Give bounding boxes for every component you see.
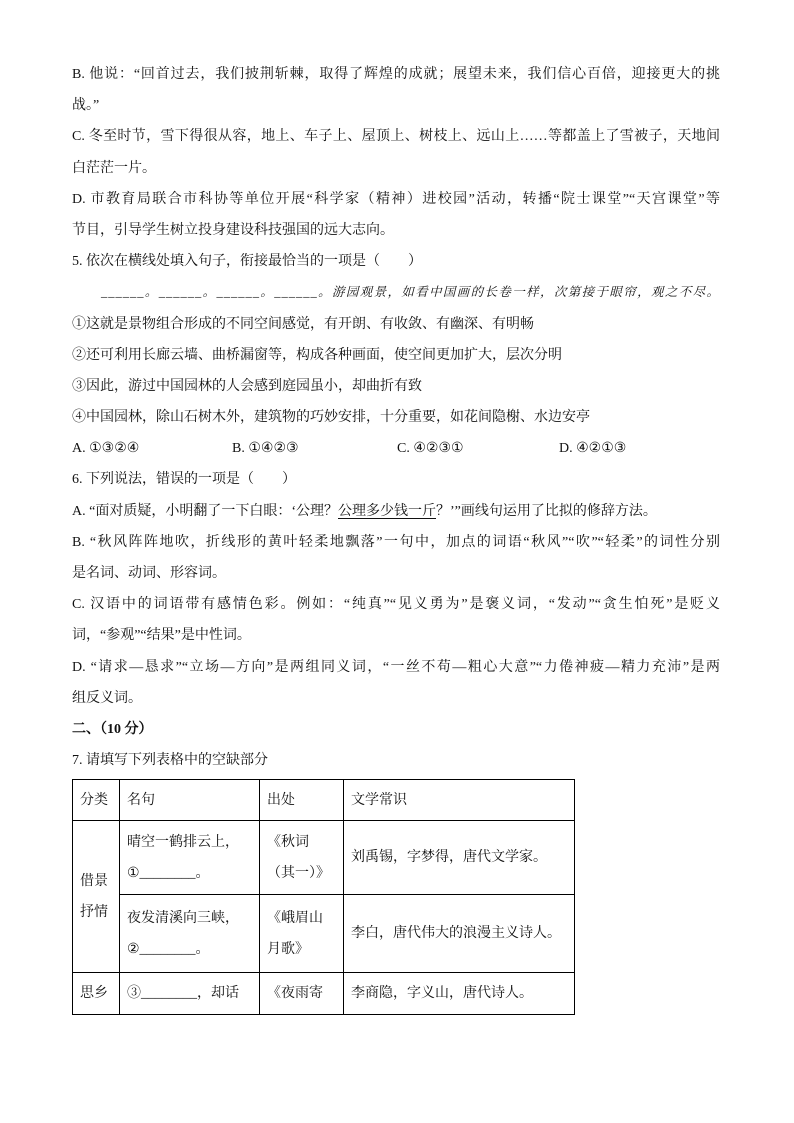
q7-table <box>72 779 575 1015</box>
note-cell: 刘禹锡，字梦得，唐代文学家。 <box>344 821 575 895</box>
q5-choice-c: C. ④②③① <box>397 441 464 457</box>
note-cell: 李商隐，字义山，唐代诗人。 <box>344 973 575 1015</box>
source-cell: 《夜雨寄 <box>260 973 344 1015</box>
q6-stem: 6. 下列说法，错误的一项是（ ） <box>72 472 296 488</box>
table-row <box>73 895 575 973</box>
table-row <box>73 821 575 895</box>
q6-option-d-line-1: D. “请求—恳求”“立场—方向”是两组同义词，“一丝不苟—粗心大意”“力倦神疲—精力充沛”是两 <box>72 659 720 675</box>
q5-sentence-2: ②还可利用长廊云墙、曲桥漏窗等，构成各种画面，使空间更加扩大，层次分明 <box>72 347 562 363</box>
line-cell <box>120 821 260 895</box>
source-text: 《秋词 <box>267 834 309 850</box>
q4-option-c-line-1: C. 冬至时节，雪下得很从容，地上、车子上、屋顶上、树枝上、远山上……等都盖上了雪被子，天地间 <box>72 129 720 145</box>
q6-option-a-underlined: 公理多少钱一斤 <box>338 503 436 519</box>
note-cell: 李白，唐代伟大的浪漫主义诗人。 <box>344 895 575 973</box>
q5-passage: ______。______。______。______。游园观景，如看中国画的长卷一样，次第接于眼帘，观之不尽。 <box>101 285 720 300</box>
q6-option-c-line-1: C. 汉语中的词语带有感情色彩。例如：“纯真”“见义勇为”是褒义词，“发动”“贪生怕死”是贬义 <box>72 597 720 613</box>
header-source: 出处 <box>260 780 344 821</box>
q7-stem: 7. 请填写下列表格中的空缺部分 <box>72 753 268 769</box>
q6-option-b-line-2: 是名词、动词、形容词。 <box>72 566 226 581</box>
q4-option-d-line-2: 节目，引导学生树立投身建设科技强国的远大志向。 <box>72 222 394 238</box>
q6-option-a-after: ？’”画线句运用了比拟的修辞方法。 <box>436 503 657 519</box>
category-text: 抒情 <box>80 904 108 920</box>
table-row <box>73 973 575 1015</box>
q6-option-d-line-2: 组反义词。 <box>72 690 142 706</box>
source-text: 《峨眉山 <box>267 910 323 926</box>
poem-line: 夜发清溪向三峡， <box>127 910 239 926</box>
line-cell: ③________，却话 <box>120 973 260 1015</box>
q5-sentence-4: ④中国园林，除山石树木外，建筑物的巧妙安排，十分重要，如花间隐榭、水边安亭 <box>72 410 590 426</box>
exam-page-content <box>72 59 720 776</box>
q5-choices <box>72 433 720 464</box>
q5-choice-b: B. ①④②③ <box>232 441 299 457</box>
header-category: 分类 <box>73 780 120 821</box>
q6-option-b-line-1: B. “秋风阵阵地吹，折线形的黄叶轻柔地飘落”一句中，加点的词语“秋风”“吹”“轻柔”的词性分别 <box>72 534 720 550</box>
q5-stem: 5. 依次在横线处填入句子，衔接最恰当的一项是（ ） <box>72 254 422 270</box>
q4-option-b-line-2: 战。” <box>72 98 100 114</box>
q6-option-a-before: A. “面对质疑，小明翻了一下白眼：‘公理？ <box>72 503 338 519</box>
q6-option-c-line-2: 词，“参观”“结果”是中性词。 <box>72 628 251 644</box>
category-text: 借景 <box>80 873 108 889</box>
q4-option-d-line-1: D. 市教育局联合市科协等单位开展“科学家（精神）进校园”活动，转播“院士课堂”“天宫课堂”等 <box>72 191 720 207</box>
q5-sentence-3: ③因此，游过中国园林的人会感到庭园虽小，却曲折有致 <box>72 378 422 394</box>
section-2-heading: 二、（10 分） <box>72 721 153 737</box>
source-cell <box>260 895 344 973</box>
source-text: （其一）》 <box>267 865 330 881</box>
line-cell <box>120 895 260 973</box>
header-note: 文学常识 <box>344 780 575 821</box>
poem-line: 晴空一鹤排云上， <box>127 834 239 850</box>
poem-blank: ②________。 <box>127 941 210 957</box>
header-line: 名句 <box>120 780 260 821</box>
q6-option-a <box>72 496 720 527</box>
table-header-row <box>73 780 575 821</box>
q4-option-c-line-2: 白茫茫一片。 <box>72 160 156 176</box>
category-cell: 思乡 <box>73 973 120 1015</box>
q5-choice-d: D. ④②①③ <box>559 441 627 457</box>
source-text: 月歌》 <box>267 941 309 957</box>
q5-sentence-1: ①这就是景物组合形成的不同空间感觉，有开朗、有收敛、有幽深、有明畅 <box>72 316 534 332</box>
q5-choice-a: A. ①③②④ <box>72 441 140 457</box>
poem-blank: ①________。 <box>127 865 210 881</box>
q4-option-b-line-1: B. 他说：“回首过去，我们披荆斩棘，取得了辉煌的成就；展望未来，我们信心百倍，迎接更大的挑 <box>72 67 720 82</box>
category-cell <box>73 821 120 973</box>
source-cell <box>260 821 344 895</box>
